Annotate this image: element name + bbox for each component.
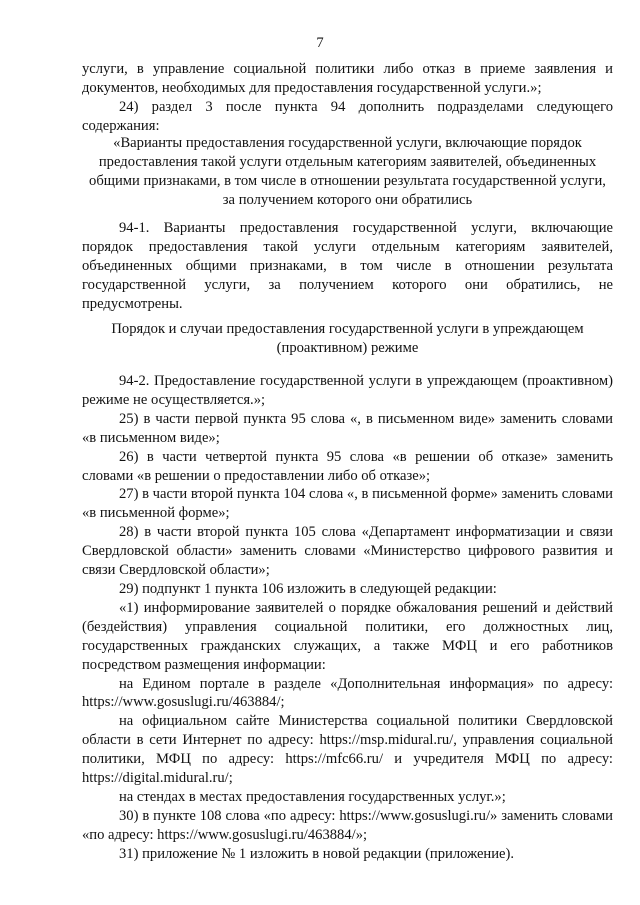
paragraph-item-27: 27) в части второй пункта 104 слова «, в письменной форме» заменить словами «в письменной форме»;: [82, 486, 613, 522]
paragraph-item-29: 29) подпункт 1 пункта 106 изложить в следующей редакции:: [119, 580, 497, 597]
paragraph-item-25: 25) в части первой пункта 95 слова «, в письменном виде» заменить словами «в письменном виде»;: [82, 410, 613, 446]
paragraph-portal: на Едином портале в разделе «Дополнительная информация» по адресу: https://www.gosuslugi.ru/463884/;: [82, 675, 613, 711]
paragraph-item-26: 26) в части четвертой пункта 95 слова «в решении об отказе» заменить словами «в решении о предоставлении либо об отказе»;: [82, 448, 613, 484]
paragraph-item-30: 30) в пункте 108 слова «по адресу: https://www.gosuslugi.ru/» заменить словами «по адресу: https://www.gosuslugi.ru/463884/»;: [82, 807, 613, 843]
section-heading-variants: [86, 134, 609, 210]
heading: Порядок и случаи предоставления государственной услуги в упреждающем (проактивном) режиме: [111, 321, 584, 356]
paragraph-subitem-1: «1) информирование заявителей о порядке обжалования решений и действий (бездействия) управления социальной политики, его должностных лиц, государственных гражданских служащих, а также МФЦ и его работников посредством размещения информации:: [82, 599, 613, 673]
paragraph-94-2: 94-2. Предоставление государственной услуги в упреждающем (проактивном) режиме не осуществляется.»;: [82, 373, 613, 408]
paragraph-official-site: на официальном сайте Министерства социальной политики Свердловской области в сети Интернет по адресу: https://msp.midural.ru/, управления социальной политики, МФЦ по адресу: https://mfc66.ru/ и учредителя МФЦ по адресу: https://digital.midural.ru/;: [82, 713, 613, 787]
paragraph-item-31: 31) приложение № 1 изложить в новой редакции (приложение).: [119, 845, 515, 862]
paragraph: услуги, в управление социальной политики либо отказ в приеме заявления и документов, необходимых для предоставления государственной услуги.»;: [82, 61, 613, 96]
heading: «Варианты предоставления государственной услуги, включающие порядок предоставления такой услуги отдельным категориям заявителей, объединенных общими признаками, в том числе в отношении результата государственной услуги, за получением которого они обратились: [89, 135, 606, 208]
amendments-block: [82, 372, 613, 864]
section-heading-proactive: [92, 320, 603, 358]
page-number: 7: [316, 35, 324, 51]
paragraph-item-24: [82, 98, 613, 136]
paragraph-item-28: 28) в части второй пункта 105 слова «Департамент информатизации и связи Свердловской области» заменить словами «Министерство цифрового развития и связи Свердловской области»;: [82, 524, 613, 579]
paragraph-continuation: [82, 60, 613, 98]
paragraph-stands: на стендах в местах предоставления государственных услуг.»;: [119, 788, 506, 805]
paragraph: 94-1. Варианты предоставления государственной услуги, включающие порядок предоставления такой услуги отдельным категориям заявителей, объединенных общими признаками, в том числе в отношении результата государственной услуги, за получением которого они обратились, не предусмотрены.: [82, 220, 613, 312]
paragraph: 24) раздел 3 после пункта 94 дополнить подразделами следующего содержания:: [82, 99, 613, 134]
paragraph-94-1: [82, 219, 613, 314]
